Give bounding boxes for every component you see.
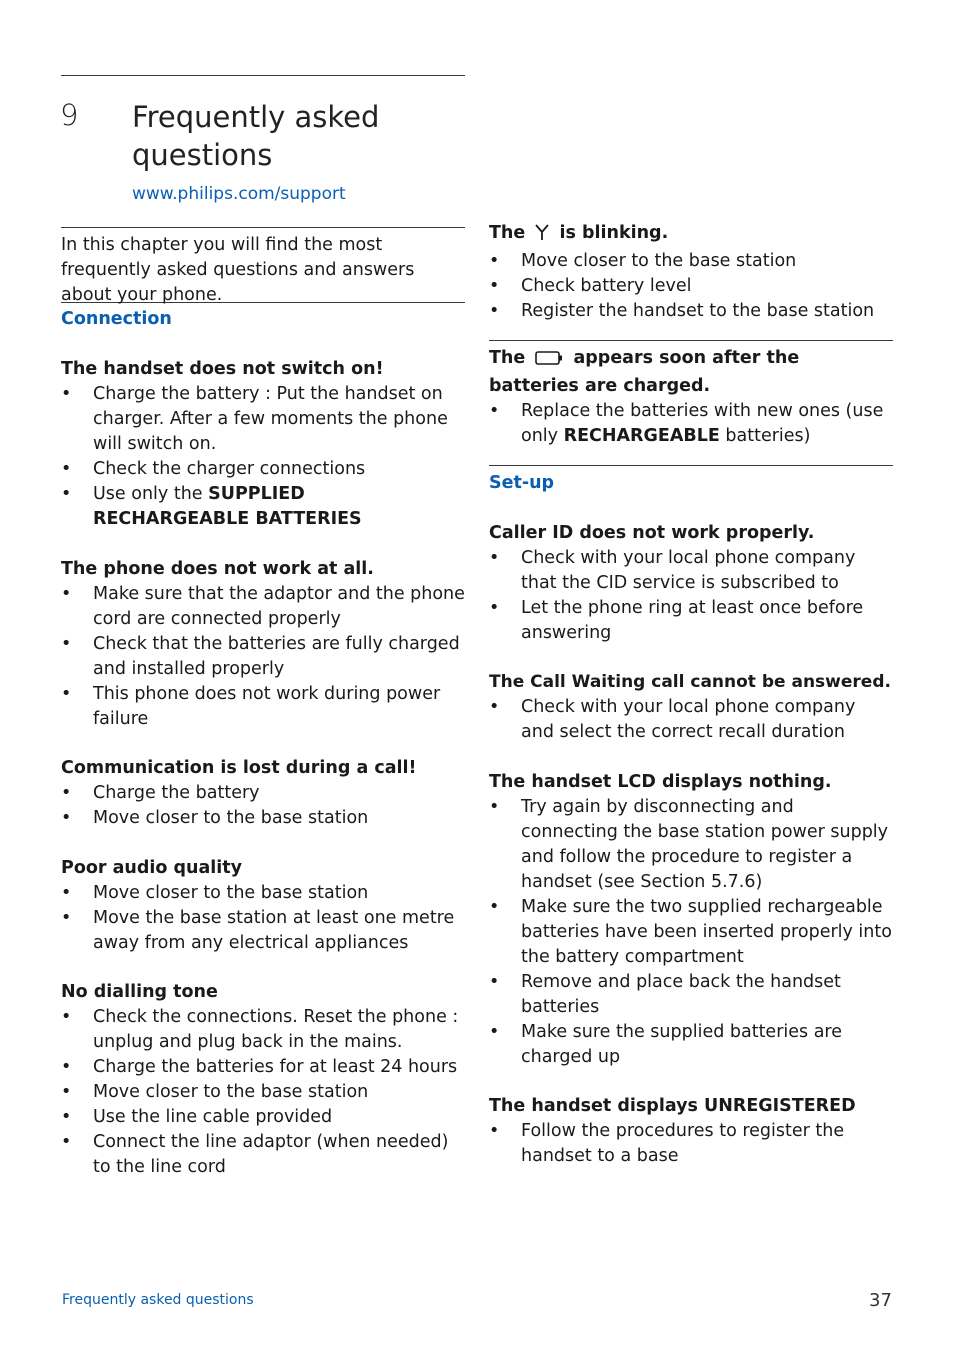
battery-icon bbox=[535, 349, 563, 374]
list-item: • Make sure the supplied batteries are charged up bbox=[489, 1022, 843, 1067]
list-item: • Connect the line adaptor (when needed) to the line cord bbox=[61, 1132, 449, 1177]
list-item: • Let the phone ring at least once before answering bbox=[489, 598, 864, 643]
list-item: • Check battery level bbox=[489, 276, 692, 296]
faq-handset-not-switch-on bbox=[61, 357, 466, 532]
intro-text: In this chapter you will find the most frequently asked questions and answers about your phone. bbox=[61, 235, 415, 305]
question-title: The appears soon after the batteries are charged. bbox=[489, 348, 800, 396]
chapter-number: 9 bbox=[60, 98, 79, 132]
answer-list bbox=[489, 546, 893, 646]
faq-no-dialling-tone bbox=[61, 980, 466, 1180]
question-title: The is blinking. bbox=[489, 221, 893, 249]
answer-list bbox=[61, 1005, 466, 1180]
faq-lcd-nothing bbox=[489, 770, 893, 1070]
antenna-icon bbox=[535, 223, 549, 249]
list-item: • Charge the battery : Put the handset on charger. After a few moments the phone will switch on. bbox=[61, 384, 448, 454]
question-title: The phone does not work at all. bbox=[61, 559, 374, 579]
answer-list bbox=[61, 781, 466, 831]
battery-question-rule bbox=[489, 340, 893, 341]
list-item: • Check with your local phone company and select the correct recall duration bbox=[489, 697, 856, 742]
list-item: • Make sure that the adaptor and the phone cord are connected properly bbox=[61, 584, 465, 629]
question-title: No dialling tone bbox=[61, 982, 218, 1002]
faq-poor-audio bbox=[61, 856, 466, 956]
faq-caller-id bbox=[489, 521, 893, 646]
answer-list bbox=[489, 249, 893, 324]
question-title: Caller ID does not work properly. bbox=[489, 523, 815, 543]
question-title: Communication is lost during a call! bbox=[61, 758, 417, 778]
list-item: • This phone does not work during power failure bbox=[61, 684, 441, 729]
list-item: • Remove and place back the handset batteries bbox=[489, 972, 841, 1017]
list-item: • Check with your local phone company that the CID service is subscribed to bbox=[489, 548, 856, 593]
faq-antenna-blinking bbox=[489, 221, 893, 324]
answer-list bbox=[489, 399, 893, 449]
section-heading-setup: Set-up bbox=[489, 473, 555, 493]
list-item: • Charge the batteries for at least 24 hours bbox=[61, 1057, 458, 1077]
list-item: • Check the charger connections bbox=[61, 459, 366, 479]
list-item: • Move closer to the base station bbox=[61, 1082, 369, 1102]
question-title: The Call Waiting call cannot be answered. bbox=[489, 672, 891, 692]
setup-rule bbox=[489, 465, 893, 466]
list-item: • Move closer to the base station bbox=[61, 808, 369, 828]
page-number: 37 bbox=[869, 1290, 892, 1311]
footer-section-name: Frequently asked questions bbox=[62, 1292, 254, 1308]
list-item: • Use the line cable provided bbox=[61, 1107, 333, 1127]
section-heading-connection: Connection bbox=[61, 309, 172, 329]
intro-rule bbox=[61, 227, 465, 228]
list-item: • Charge the battery bbox=[61, 783, 260, 803]
answer-list bbox=[61, 582, 466, 732]
answer-list bbox=[489, 695, 893, 745]
faq-call-waiting bbox=[489, 670, 893, 745]
list-item: • Move the base station at least one metre away from any electrical appliances bbox=[61, 908, 455, 953]
answer-list bbox=[489, 1119, 893, 1169]
list-item: • Make sure the two supplied rechargeable batteries have been inserted properly into the battery compartment bbox=[489, 897, 892, 967]
faq-unregistered bbox=[489, 1094, 893, 1169]
support-link[interactable]: www.philips.com/support bbox=[132, 184, 346, 204]
list-item: • Move closer to the base station bbox=[489, 251, 797, 271]
list-item: • Try again by disconnecting and connecting the base station power supply and follow the procedure to register a handset (see Section 5.7.6) bbox=[489, 797, 889, 892]
list-item: • Use only the SUPPLIED RECHARGEABLE BATTERIES bbox=[61, 484, 362, 529]
top-rule bbox=[61, 75, 465, 76]
faq-communication-lost bbox=[61, 756, 466, 831]
list-item: • Replace the batteries with new ones (use only RECHARGEABLE batteries) bbox=[489, 401, 884, 446]
list-item: • Check the connections. Reset the phone : unplug and plug back in the mains. bbox=[61, 1007, 459, 1052]
answer-list bbox=[489, 795, 893, 1070]
list-item: • Register the handset to the base station bbox=[489, 301, 875, 321]
question-title: Poor audio quality bbox=[61, 858, 243, 878]
list-item: • Follow the procedures to register the handset to a base bbox=[489, 1121, 845, 1166]
answer-list bbox=[61, 881, 466, 956]
faq-phone-not-work bbox=[61, 557, 466, 732]
list-item: • Check that the batteries are fully charged and installed properly bbox=[61, 634, 460, 679]
list-item: • Move closer to the base station bbox=[61, 883, 369, 903]
chapter-title: Frequently asked questions bbox=[132, 100, 380, 172]
answer-list bbox=[61, 382, 466, 532]
faq-battery-empty bbox=[489, 346, 893, 449]
question-title: The handset displays UNREGISTERED bbox=[489, 1096, 856, 1116]
question-title: The handset does not switch on! bbox=[61, 359, 384, 379]
question-title: The handset LCD displays nothing. bbox=[489, 772, 832, 792]
